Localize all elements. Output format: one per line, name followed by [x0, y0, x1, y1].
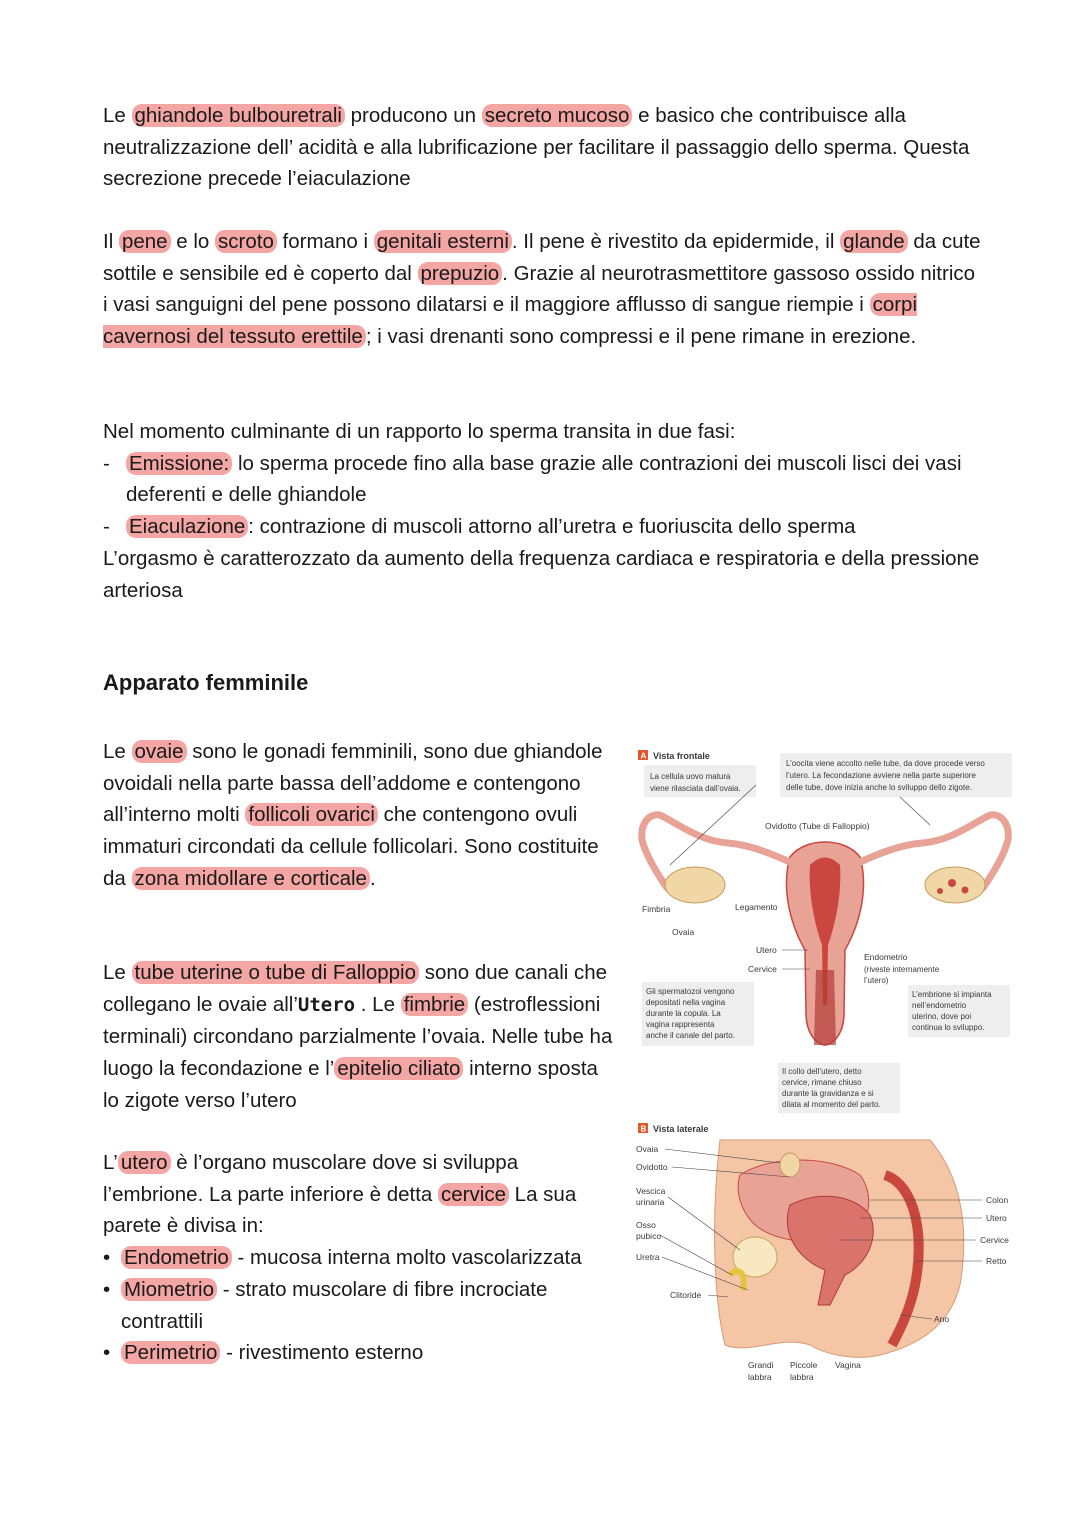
handwritten-word: Utero — [297, 993, 356, 1016]
label-fimbria: Fimbria — [642, 904, 671, 914]
left-ovary — [665, 867, 725, 903]
paragraph-ovaries: Le ovaie sono le gonadi femminili, sono due ghiandole ovoidali nella parte bassa dell’addome e contengono all’interno molti follicoli ovarici che contengono ovuli immaturi circondati da cellule follicolari. Sono costituite da zona midollare e corticale . — [103, 740, 603, 890]
list-item: - Eiaculazione : contrazione di muscoli attorno all’uretra e fuoriuscita dello sperma — [103, 511, 983, 543]
phases-intro: Nel momento culminante di un rapporto lo sperma transita in due fasi: — [103, 420, 736, 443]
note-tube-line: delle tube, dove inizia anche lo sviluppo dello zigote. — [786, 783, 972, 792]
label-labia-majora: labbra — [748, 1372, 772, 1382]
list-item: - Emissione: lo sperma procede fino alla base grazie alle contrazioni dei muscoli lisci dei vasi deferenti e delle ghiandole — [103, 448, 983, 511]
label-bladder: urinaria — [636, 1197, 665, 1207]
label-endometrium: Endometrio — [864, 952, 908, 962]
highlight: Eiaculazione — [126, 515, 248, 538]
label-labia-majora: Grandi — [748, 1360, 774, 1370]
female-anatomy-figure — [630, 745, 1020, 1395]
badge-b-letter: B — [640, 1124, 647, 1134]
follicle — [937, 888, 943, 894]
highlight: follicoli ovarici — [245, 803, 377, 826]
label-vagina: Vagina — [835, 1360, 861, 1370]
highlight: glande — [840, 230, 908, 253]
label-ligament: Legamento — [735, 902, 778, 912]
list-item: • Miometrio - strato muscolare di fibre incrociate contrattili — [103, 1274, 618, 1337]
section-heading: Apparato femminile — [103, 670, 309, 695]
highlight: ghiandole bulbouretrali — [132, 104, 345, 127]
highlight: epitelio ciliato — [334, 1057, 463, 1080]
paragraph-uterus — [103, 1147, 618, 1369]
paragraph-ejaculation-phases — [103, 416, 983, 606]
uterus-intro: L’ utero è l’organo muscolare dove si sviluppa l’embrione. La parte inferiore è detta cervice La sua parete è divisa in: — [103, 1151, 577, 1238]
list-item: • Endometrio - mucosa interna molto vascolarizzata — [103, 1242, 618, 1274]
leader-line — [900, 797, 930, 825]
label-ovary-side: Ovaia — [636, 1144, 659, 1154]
label-anus: Ano — [934, 1314, 950, 1324]
note-vagina-line: vagina rappresenta — [646, 1020, 715, 1029]
label-urethra: Uretra — [636, 1252, 660, 1262]
highlight: tube uterine o tube di Falloppio — [132, 961, 420, 984]
note-embryo-line: L’embrione si impianta — [912, 990, 992, 999]
note-embryo-line: uterino, dove poi — [912, 1012, 972, 1021]
label-cervix: Cervice — [748, 964, 777, 974]
label-colon: Colon — [986, 1195, 1009, 1205]
label-clitoris: Clitoride — [670, 1290, 702, 1300]
orgasm-text: L’orgasmo è caratterozzato da aumento della frequenza cardiaca e respiratoria e della pressione arteriosa — [103, 546, 980, 602]
uterus-layers-list — [103, 1242, 618, 1369]
label-oviduct-side: Ovidotto — [636, 1162, 668, 1172]
note-tube-line: l’utero. La fecondazione avviene nella parte superiore — [786, 771, 976, 780]
label-labia-minora: Piccole — [790, 1360, 818, 1370]
note-vagina-line: Gli spermatozoi vengono — [646, 987, 735, 996]
label-pubic-bone: pubico — [636, 1231, 662, 1241]
highlight: prepuzio — [418, 262, 503, 285]
highlight: Endometrio — [121, 1246, 232, 1269]
vaginal-canal — [814, 970, 836, 1045]
label-bladder: Vescica — [636, 1186, 666, 1196]
note-ovary-line: viene rilasciata dall’ovaia. — [650, 784, 741, 793]
list-item: • Perimetrio - rivestimento esterno — [103, 1337, 618, 1369]
highlight: fimbrie — [401, 993, 469, 1016]
note-cervix-line: durante la gravidanza e si — [782, 1089, 874, 1098]
highlight: cervice — [438, 1183, 509, 1206]
label-rectum: Retto — [986, 1256, 1007, 1266]
note-vagina-line: durante la copula. La — [646, 1009, 721, 1018]
note-ovary-line: La cellula uovo matura — [650, 772, 731, 781]
highlight: corpi cavernosi del tessuto erettile — [103, 293, 917, 349]
follicle — [948, 879, 956, 887]
highlight: pene — [119, 230, 171, 253]
note-embryo-line: nell’endometrio — [912, 1001, 967, 1010]
front-view-title: Vista frontale — [653, 751, 710, 761]
note-vagina-line: depositati nella vagina — [646, 998, 726, 1007]
label-endometrium: l’utero) — [864, 976, 889, 985]
note-tube-line: L’oocita viene accolto nelle tube, da dove procede verso — [786, 759, 985, 768]
note-cervix-line: cervice, rimane chiuso — [782, 1078, 862, 1087]
highlight: scroto — [215, 230, 277, 253]
highlight: zona midollare e corticale — [132, 867, 370, 890]
highlight: utero — [118, 1151, 171, 1174]
paragraph-fallopian-tubes: Le tube uterine o tube di Falloppio sono due canali che collegano le ovaie all’Utero . Le fimbrie (estroflessioni terminali) circondano parzialmente l’ovaia. Nelle tube ha luogo la fecondazione e l’ epitelio ciliato interno sposta lo zigote verso l’utero — [103, 961, 613, 1112]
paragraph-external-genitalia: Il pene e lo scroto formano i genitali esterni . Il pene è rivestito da epidermide, il glande da cute sottile e sensibile ed è coperto dal prepuzio . Grazie al neurotrasmettitore gassoso ossido nitrico i vasi sanguigni del pene possono dilatarsi e il maggiore afflusso di sangue riempie i corpi cavernosi del tessuto erettile ; i vasi drenanti sono compressi e il pene rimane in erezione. — [103, 230, 981, 349]
highlight: Miometrio — [121, 1278, 217, 1301]
label-ovary: Ovaia — [672, 927, 695, 937]
highlight: genitali esterni — [374, 230, 512, 253]
highlight: Emissione: — [126, 452, 232, 475]
label-oviduct: Ovidotto (Tube di Falloppio) — [765, 821, 870, 831]
label-cervix-side: Cervice — [980, 1235, 1009, 1245]
label-pubic-bone: Osso — [636, 1220, 656, 1230]
label-endometrium: (riveste internamente — [864, 965, 940, 974]
highlight: ovaie — [132, 740, 187, 763]
note-cervix-line: dilata al momento del parto. — [782, 1100, 881, 1109]
note-cervix-line: Il collo dell’utero, detto — [782, 1067, 862, 1076]
label-uterus: Utero — [756, 945, 777, 955]
ovary-side — [780, 1153, 800, 1177]
follicle — [962, 887, 969, 894]
phases-list — [103, 448, 983, 543]
label-labia-minora: labbra — [790, 1372, 814, 1382]
highlight: secreto mucoso — [482, 104, 633, 127]
badge-a-letter: A — [640, 751, 647, 761]
paragraph-bulbourethral-glands: Le ghiandole bulbouretrali producono un secreto mucoso e basico che contribuisce alla neutralizzazione dell’ acidità e alla lubrificazione per facilitare il passaggio dello sperma. Questa secrezione precede l’eiaculazione — [103, 104, 970, 191]
label-uterus-side: Utero — [986, 1213, 1007, 1223]
side-view-title: Vista laterale — [653, 1124, 709, 1134]
highlight: Perimetrio — [121, 1341, 220, 1364]
note-vagina-line: anche il canale del parto. — [646, 1031, 735, 1040]
note-embryo-line: continua lo sviluppo. — [912, 1023, 985, 1032]
